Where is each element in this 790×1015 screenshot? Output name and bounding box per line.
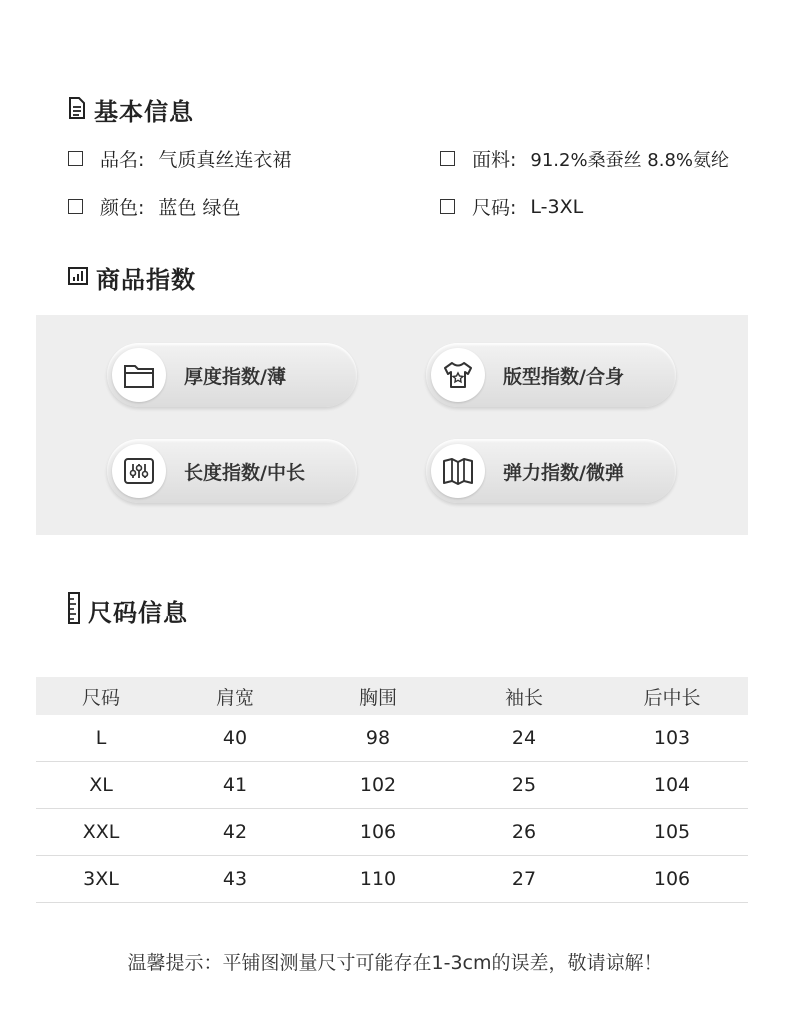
table-header-cell: 尺码 bbox=[81, 686, 120, 709]
index-pill-length bbox=[107, 439, 357, 503]
table-cell: 43 bbox=[222, 868, 248, 890]
table-row bbox=[36, 856, 748, 903]
table-header-row bbox=[36, 677, 748, 715]
table-cell: 41 bbox=[222, 774, 248, 796]
size-value: L-3XL bbox=[530, 195, 584, 218]
index-label: 厚度指数/薄 bbox=[184, 365, 286, 388]
table-cell: XL bbox=[89, 774, 113, 796]
table-cell: 98 bbox=[365, 727, 391, 749]
info-fabric-row bbox=[440, 145, 729, 172]
index-pill-elasticity bbox=[426, 439, 676, 503]
table-cell: 110 bbox=[359, 868, 397, 890]
info-color-row bbox=[68, 193, 240, 220]
map-fold-icon bbox=[431, 444, 485, 498]
table-cell: L bbox=[95, 727, 107, 749]
size-info-header bbox=[68, 592, 188, 628]
fabric-value: 91.2%桑蚕丝 8.8%氨纶 bbox=[530, 149, 730, 171]
table-cell: 104 bbox=[653, 774, 691, 796]
size-info-title: 尺码信息 bbox=[88, 598, 188, 627]
color-label: 颜色: bbox=[100, 197, 145, 219]
table-header-cell: 肩宽 bbox=[215, 686, 254, 709]
checkbox-icon bbox=[440, 151, 455, 166]
table-header-cell: 胸围 bbox=[358, 686, 397, 709]
size-label: 尺码: bbox=[472, 197, 517, 219]
product-index-title: 商品指数 bbox=[96, 266, 196, 294]
name-label: 品名: bbox=[100, 149, 145, 171]
index-label: 长度指数/中长 bbox=[184, 461, 305, 484]
fabric-label: 面料: bbox=[472, 149, 517, 171]
table-row bbox=[36, 715, 748, 762]
table-cell: 24 bbox=[511, 727, 537, 749]
table-cell: 27 bbox=[511, 868, 537, 890]
basic-info-header bbox=[68, 92, 194, 127]
table-cell: 106 bbox=[653, 868, 691, 890]
index-pill-thickness bbox=[107, 343, 357, 407]
bar-chart-icon bbox=[68, 267, 88, 289]
table-cell: 102 bbox=[359, 774, 397, 796]
index-label: 版型指数/合身 bbox=[503, 365, 624, 388]
table-row bbox=[36, 762, 748, 809]
ruler-icon bbox=[68, 592, 80, 628]
product-index-header bbox=[68, 260, 196, 295]
table-cell: 25 bbox=[511, 774, 537, 796]
table-cell: 106 bbox=[359, 821, 397, 843]
table-cell: XXL bbox=[82, 821, 120, 843]
name-value: 气质真丝连衣裙 bbox=[158, 149, 292, 171]
table-header-cell: 袖长 bbox=[504, 686, 543, 709]
table-cell: 103 bbox=[653, 727, 691, 749]
table-cell: 3XL bbox=[83, 868, 119, 890]
table-cell: 26 bbox=[511, 821, 537, 843]
table-cell: 105 bbox=[653, 821, 691, 843]
color-value: 蓝色 绿色 bbox=[158, 197, 241, 219]
checkbox-icon bbox=[68, 151, 83, 166]
table-header-cell: 后中长 bbox=[643, 686, 701, 709]
measurement-tip: 温馨提示：平铺图测量尺寸可能存在1-3cm的误差，敬请谅解！ bbox=[127, 952, 663, 974]
table-cell: 42 bbox=[222, 821, 248, 843]
checkbox-icon bbox=[440, 199, 455, 214]
info-size-row bbox=[440, 193, 583, 220]
tshirt-icon bbox=[431, 348, 485, 402]
table-cell: 40 bbox=[222, 727, 248, 749]
checkbox-icon bbox=[68, 199, 83, 214]
document-icon bbox=[68, 97, 86, 123]
index-pill-fit bbox=[426, 343, 676, 407]
info-name-row bbox=[68, 145, 291, 172]
size-table bbox=[36, 677, 748, 903]
table-row bbox=[36, 809, 748, 856]
basic-info-title: 基本信息 bbox=[94, 98, 194, 126]
folder-icon bbox=[112, 348, 166, 402]
sliders-icon bbox=[112, 444, 166, 498]
index-label: 弹力指数/微弹 bbox=[503, 461, 624, 484]
